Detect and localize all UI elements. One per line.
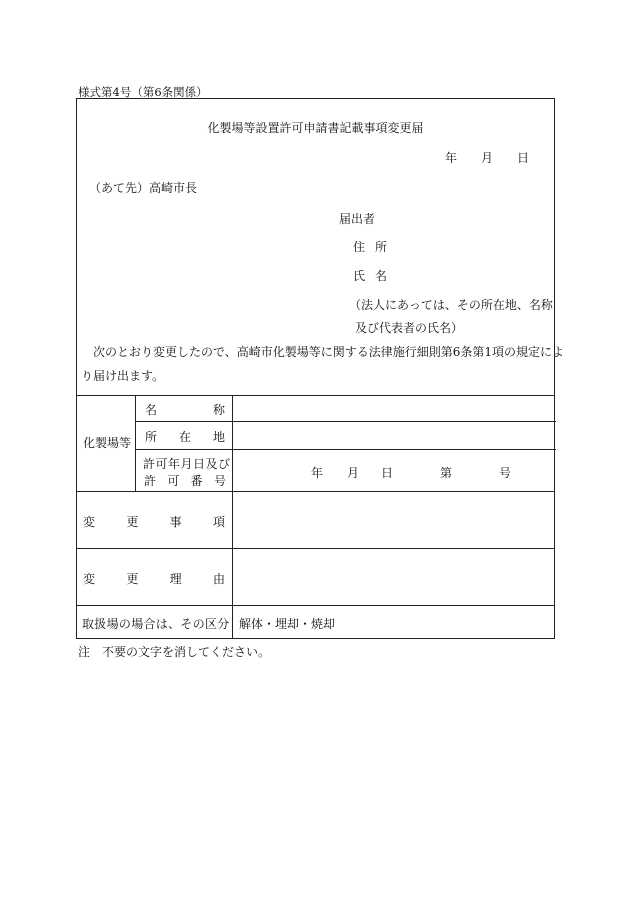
handling-category-value: 解体・埋却・焼却 — [239, 617, 336, 631]
change-items-label: 変 更 事 項 — [83, 515, 225, 529]
permit-day: 日 — [381, 466, 394, 480]
applicant-label: 届出者 — [339, 212, 376, 226]
form-number: 様式第4号（第6条関係） — [78, 85, 208, 99]
table-top-border — [77, 395, 554, 396]
row-divider-4 — [77, 548, 554, 549]
facility-group-label: 化製場等 — [83, 436, 132, 450]
footnote: 注 不要の文字を消してください。 — [78, 645, 271, 659]
row-divider-1 — [135, 421, 556, 422]
change-reason-field[interactable] — [237, 553, 551, 601]
body-text-line2: り届け出ます。 — [81, 369, 165, 383]
corporate-note-2: 及び代表者の氏名） — [355, 321, 464, 335]
permit-label-line1: 許可年月日及び — [143, 457, 231, 471]
change-items-field[interactable] — [237, 496, 551, 544]
addressee: （あて先）高崎市長 — [89, 181, 198, 195]
address-label: 住 所 — [353, 240, 387, 254]
group-divider — [135, 395, 136, 491]
date-year: 年 — [445, 151, 458, 165]
permit-label-line2: 許 可 番 号 — [144, 474, 226, 488]
form-frame — [76, 98, 565, 639]
body-text-line1: 次のとおり変更したので、高崎市化製場等に関する法律施行細則第6条第1項の規定によ — [93, 345, 565, 359]
permit-no: 第 — [440, 466, 453, 480]
form-title: 化製場等設置許可申請書記載事項変更届 — [207, 121, 424, 135]
permit-number-suffix: 号 — [499, 466, 512, 480]
corporate-note-1: （法人にあっては、その所在地、名称 — [349, 298, 553, 312]
row-divider-3 — [77, 491, 554, 492]
change-reason-label: 変 更 理 由 — [83, 572, 225, 586]
facility-name-label: 名 称 — [145, 403, 225, 417]
permit-year: 年 — [311, 466, 324, 480]
handling-category-label: 取扱場の場合は、その区分 — [82, 617, 230, 631]
label-divider — [232, 395, 233, 639]
permit-month: 月 — [347, 466, 360, 480]
name-label: 氏 名 — [353, 269, 387, 283]
facility-location-field[interactable] — [237, 425, 551, 445]
date-day: 日 — [517, 151, 530, 165]
facility-name-field[interactable] — [237, 399, 551, 419]
row-divider-2 — [135, 449, 556, 450]
date-month: 月 — [481, 151, 494, 165]
facility-location-label: 所 在 地 — [145, 430, 225, 444]
row-divider-5 — [77, 605, 554, 606]
